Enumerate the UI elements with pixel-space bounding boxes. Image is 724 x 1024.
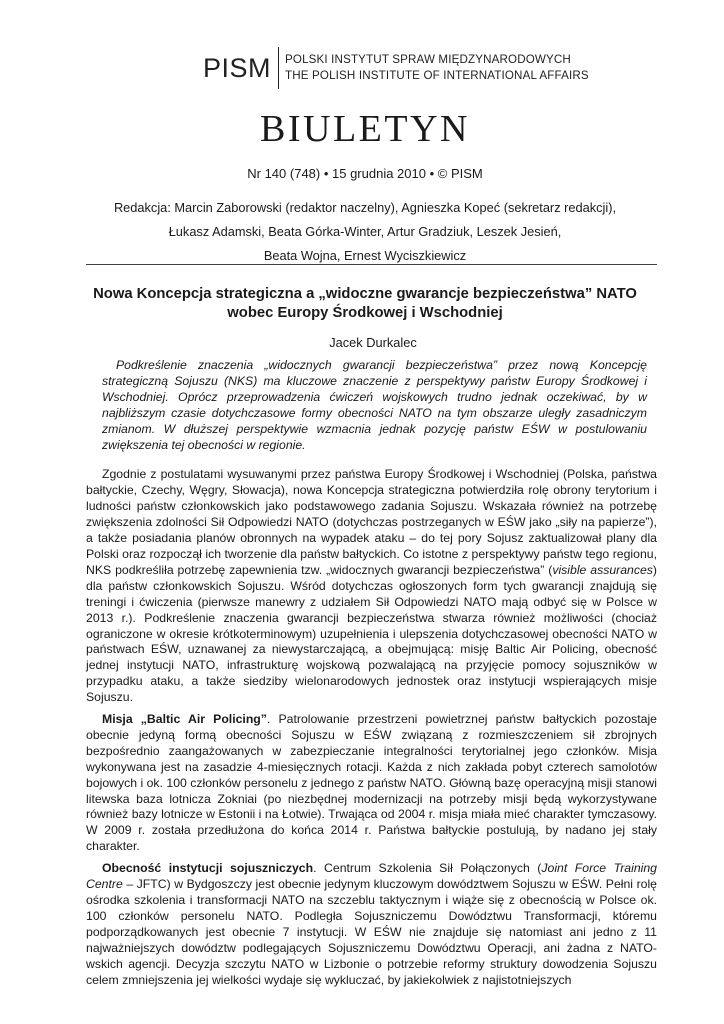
- article-author: Jacek Durkalec: [329, 335, 417, 350]
- bulletin-title: BIULETYN: [260, 108, 470, 150]
- paragraph-text: . Centrum Szkolenia Sił Połączonych (: [313, 861, 542, 876]
- paragraph-text: Zgodnie z postulatami wysuwanymi przez państwa Europy Środkowej i Wschodniej (Polska, państwa bałtyckie, Czechy, Węgry, Słowacja), nowa Koncepcja strategiczna potwierdziła rolę obrony terytorium i ludności państw członkowskich jako podstawowego zadania Sojuszu. Wskazała również na potrzebę zwiększenia zdolności Sił Odpowiedzi NATO (dotychczas postrzeganych w EŚW jako „siły na papierze”), a także posiadania planów obronnych na wypadek ataku – do tej pory Sojusz zaktualizował plany dla Polski oraz rozpoczął ich tworzenie dla państw bałtyckich. Co istotne z perspektywy państw tego regionu, NKS podkreśliła potrzebę zapewnienia tzw. „widocznych gwarancji bezpieczeństwa” (: [86, 467, 657, 577]
- paragraph: [86, 467, 657, 706]
- editors-line: Beata Wojna, Ernest Wyciszkiewicz: [263, 248, 467, 263]
- editors-line: Redakcja: Marcin Zaborowski (redaktor naczelny), Agnieszka Kopeć (sekretarz redakcji),: [113, 200, 617, 215]
- logo-line-en: THE POLISH INSTITUTE OF INTERNATIONAL AFFAIRS: [285, 69, 589, 82]
- editors-line: Łukasz Adamski, Beata Górka-Winter, Artur Gradziuk, Leszek Jesień,: [168, 224, 562, 239]
- pism-logo: [203, 46, 589, 90]
- paragraph-text: . Patrolowanie przestrzeni powietrznej państw bałtyckich pozostaje obecnie jedyną formą obecności Sojuszu w EŚW związaną z rozmieszczeniem sił zbrojnych bezpośrednio zaangażowanych w zabezpieczanie integralności terytorialnej jego członków. Misja wykonywana jest na zasadzie 4-miesięcznych rotacji. Każda z nich zakłada pobyt czterech samolotów bojowych i ok. 100 członków personelu z jednego z państw NATO. Główną bazę operacyjną misji stanowi litewska baza lotnicza Zokniai (po niezbędnej modernizacji na potrzeby misji będą wykorzystywane również bazy lotnicze w Estonii i na Łotwie). Trwająca od 2004 r. misja miała mieć charakter tymczasowy. W 2009 r. została przedłużona do końca 2014 r. Państwa bałtyckie postulują, by nadano jej stały charakter.: [86, 712, 657, 854]
- issue-line: Nr 140 (748) • 15 grudnia 2010 • © PISM: [247, 166, 483, 181]
- paragraph-lead: Misja „Baltic Air Policing”: [102, 712, 267, 727]
- paragraph-emphasis: Joint Force Training Centre: [86, 861, 657, 892]
- article-title-line: wobec Europy Środkowej i Wschodniej: [227, 305, 503, 321]
- logo-divider: [278, 47, 279, 89]
- article-body: [86, 358, 657, 994]
- paragraph-text: ) dla państw członkowskich Sojuszu. Wśród dotychczas ogłoszonych form tych gwarancji znajdują się treningi i ćwiczenia (pierwsze manewry z udziałem Sił Odpowiedzi NATO mają odbyć się w Polsce w 2013 r.). Podkreślenie znaczenia gwarancji bezpieczeństwa stwarza również możliwości (chociaż ograniczone w okresie krótkoterminowym) uzupełnienia i ulepszenia dotychczasowej obecności NATO w państwach EŚW, uznawanej za niewystarczającą, a obejmującą: misję Baltic Air Policing, obecność jednej instytucji NATO, infrastrukturę wojskową pozwalającą na przyjęcie pomocy sojuszników w przypadku ataku, a także siedziby wielonarodowych jednostek oraz instytucji wspierających misje Sojuszu.: [86, 562, 657, 705]
- article-title: [80, 285, 650, 323]
- editorial-board: [66, 196, 664, 268]
- article-abstract: Podkreślenie znaczenia „widocznych gwarancji bezpieczeństwa” przez nową Koncepcję strategiczną Sojuszu (NKS) ma kluczowe znaczenie z perspektywy państw Europy Środkowej i Wschodniej. Oprócz przeprowadzenia ćwiczeń wojskowych trudno jednak oczekiwać, by w najbliższym czasie dotychczasowe formy obecności NATO na tym obszarze uległy zasadniczym zmianom. W dłuższej perspektywie wzmacnia jednak pozycję państw EŚW w postulowaniu zwiększenia tej obecności w regionie.: [102, 358, 647, 452]
- logo-text: [285, 52, 589, 84]
- paragraph-text: – JFTC) w Bydgoszczy jest obecnie jedynym kluczowym dowództwem Sojuszu w EŚW. Pełni rolę ośrodka szkolenia i transformacji NATO na szczeblu taktycznym i wiąże się z obecnością w Polsce ok. 100 członków personelu NATO. Podległa Sojuszniczemu Dowództwu Transformacji, któremu podporządkowanych jest obecnie 7 instytucji. W EŚW nie znajduje się natomiast ani jedno z 11 najważniejszych dowództw podlegających Sojuszniczemu Dowództwu Operacji, ani żadna z NATO-wskich agencji. Decyzja szczytu NATO w Lizbonie o potrzebie reformy struktury dowodzenia Sojuszu celem zmniejszenia jej wielkości wydaje się wykluczać, by jakiekolwiek z najistotniejszych: [86, 877, 657, 987]
- logo-line-pl: POLSKI INSTYTUT SPRAW MIĘDZYNARODOWYCH: [285, 53, 571, 66]
- paragraph: [86, 861, 657, 988]
- paragraph: [86, 712, 657, 855]
- header-divider: [86, 264, 657, 265]
- paragraph-lead: Obecność instytucji sojuszniczych: [102, 861, 314, 876]
- article-title-line: Nowa Koncepcja strategiczna a „widoczne gwarancje bezpieczeństwa” NATO: [93, 286, 637, 302]
- paragraph-emphasis: visible assurances: [552, 562, 653, 577]
- logo-mark: PISM: [203, 52, 272, 83]
